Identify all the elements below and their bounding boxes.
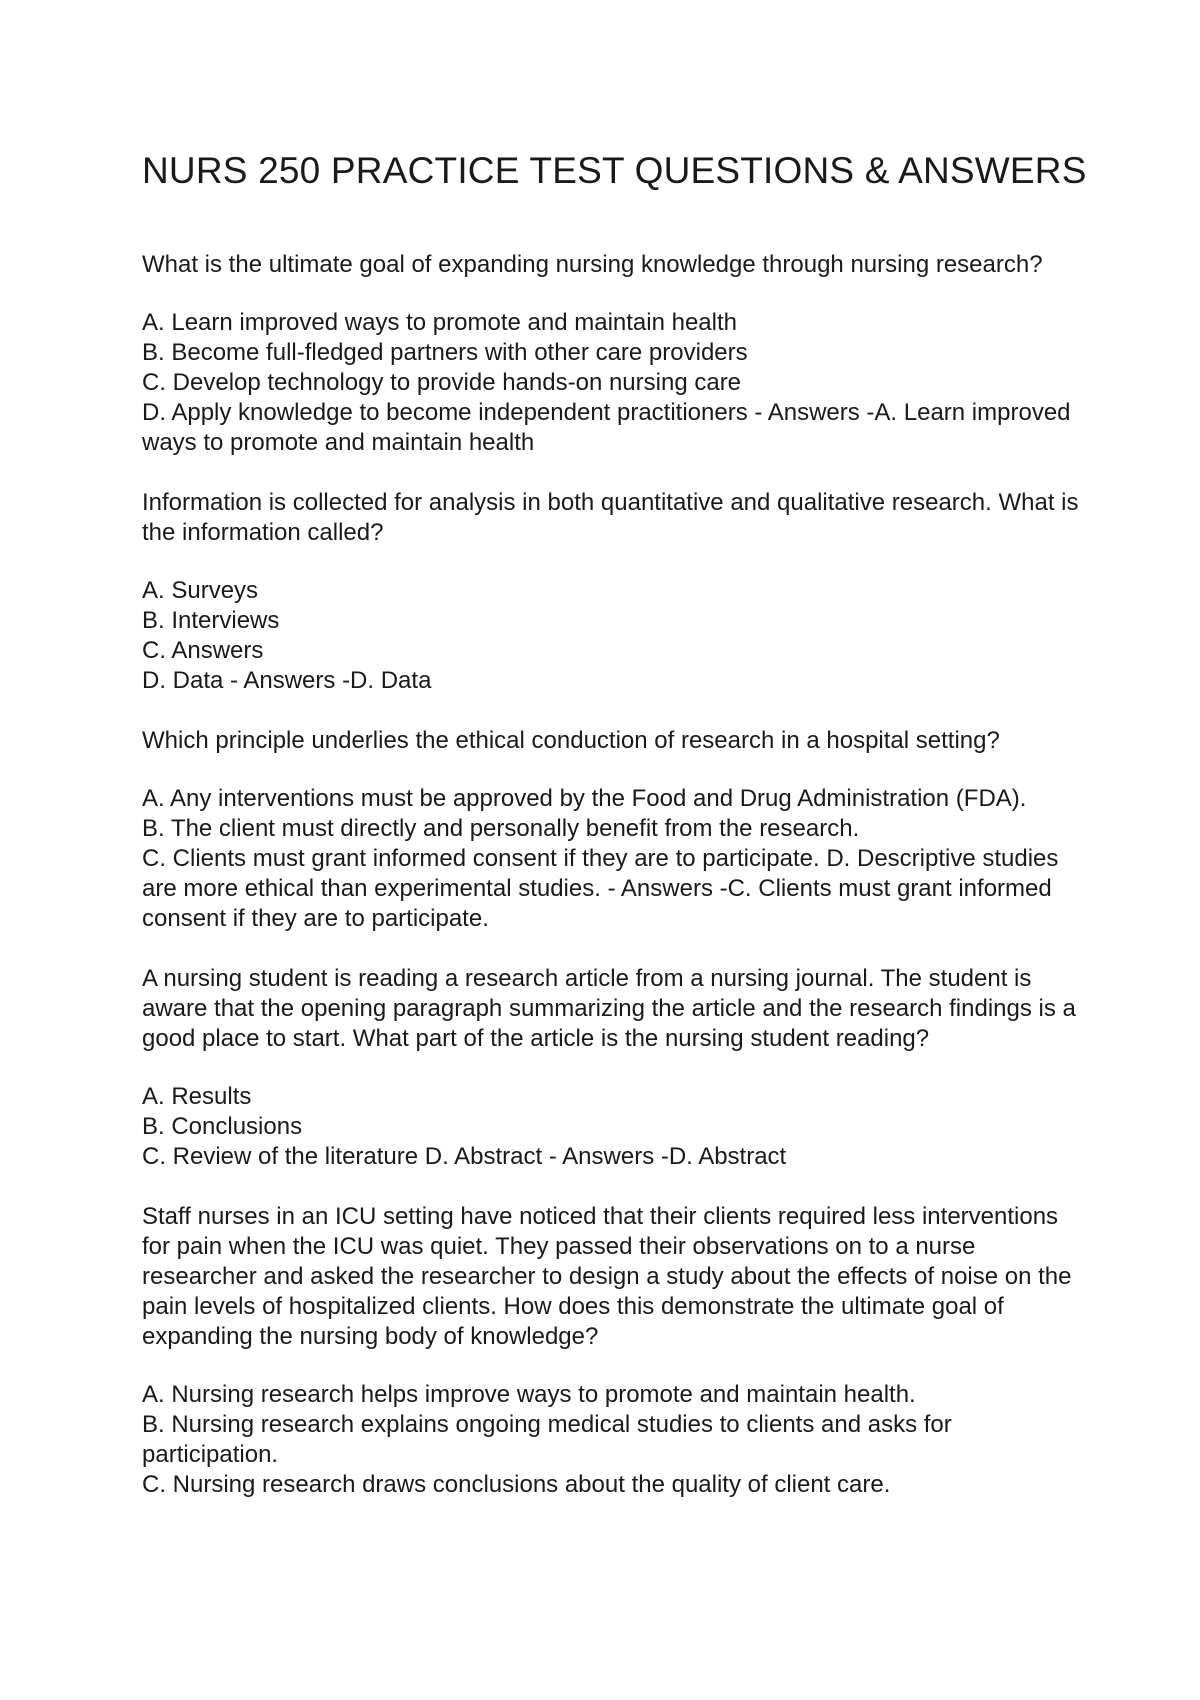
- question-block-5: [142, 1202, 1082, 1500]
- question-block-3: [142, 726, 1082, 934]
- answer-option: A. Nursing research helps improve ways to promote and maintain health.: [142, 1381, 916, 1408]
- answer-option: B. The client must directly and personally benefit from the research.: [142, 815, 860, 842]
- question-block-2: [142, 488, 1082, 696]
- answer-option: B. Become full-fledged partners with other care providers: [142, 339, 748, 366]
- answer-option: C. Nursing research draws conclusions about the quality of client care.: [142, 1471, 891, 1498]
- answer-option-with-answer: C. Clients must grant informed consent if they are to participate. D. Descriptive studies are more ethical than experimental studies. - Answers -C. Clients must grant informed consent if they are to participate.: [142, 845, 1059, 932]
- answer-option: A. Learn improved ways to promote and maintain health: [142, 309, 737, 336]
- document-page: [142, 150, 1087, 1530]
- question-text: Information is collected for analysis in both quantitative and qualitative research. What is the information called?: [142, 489, 1079, 546]
- answer-option: C. Develop technology to provide hands-on nursing care: [142, 369, 742, 396]
- answer-option: A. Any interventions must be approved by the Food and Drug Administration (FDA).: [142, 785, 1027, 812]
- question-block-4: [142, 964, 1082, 1172]
- document-title: NURS 250 PRACTICE TEST QUESTIONS & ANSWERS: [142, 150, 1087, 191]
- question-text: Which principle underlies the ethical conduction of research in a hospital setting?: [142, 727, 1000, 754]
- question-text: Staff nurses in an ICU setting have noticed that their clients required less interventions for pain when the ICU was quiet. They passed their observations on to a nurse researcher and asked the researcher to design a study about the effects of noise on the pain levels of hospitalized clients. How does this demonstrate the ultimate goal of expanding the nursing body of knowledge?: [142, 1203, 1072, 1350]
- question-text: What is the ultimate goal of expanding nursing knowledge through nursing research?: [142, 251, 1043, 278]
- question-block-1: [142, 250, 1082, 458]
- answer-option-with-answer: D. Apply knowledge to become independent practitioners - Answers -A. Learn improved ways to promote and maintain health: [142, 399, 1071, 456]
- answer-option: C. Answers: [142, 637, 264, 664]
- answer-option: A. Surveys: [142, 577, 259, 604]
- answer-option: B. Nursing research explains ongoing medical studies to clients and asks for participation.: [142, 1411, 952, 1468]
- answer-option: B. Interviews: [142, 607, 280, 634]
- answer-option-with-answer: C. Review of the literature D. Abstract - Answers -D. Abstract: [142, 1143, 787, 1170]
- answer-option: B. Conclusions: [142, 1113, 303, 1140]
- answer-option: A. Results: [142, 1083, 252, 1110]
- answer-option-with-answer: D. Data - Answers -D. Data: [142, 667, 432, 694]
- question-text: A nursing student is reading a research article from a nursing journal. The student is aware that the opening paragraph summarizing the article and the research findings is a good place to start. What part of the article is the nursing student reading?: [142, 965, 1076, 1052]
